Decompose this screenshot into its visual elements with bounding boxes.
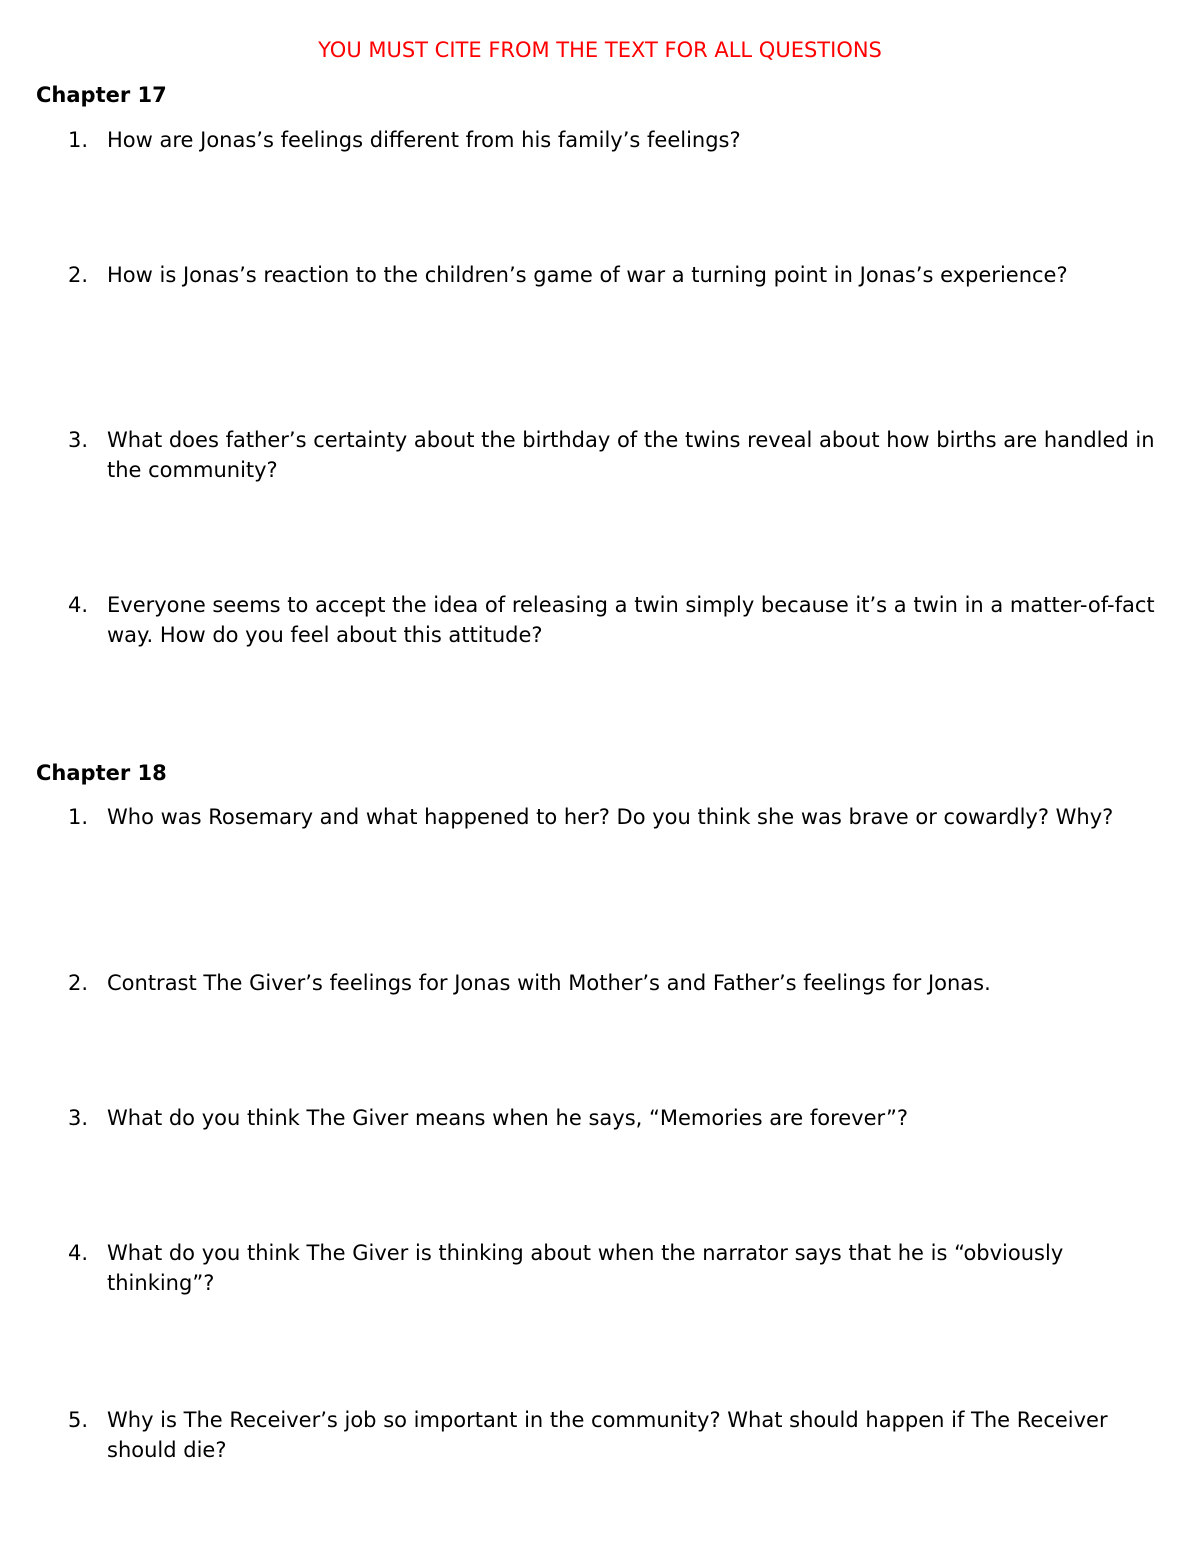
chapter-18-question-5 [0, 1405, 1170, 1465]
chapter-17-question-3 [0, 425, 1170, 485]
question-number: 1. [68, 128, 89, 152]
chapter-18-question-2 [0, 968, 1170, 998]
chapter-17-heading: Chapter 17 [36, 83, 167, 107]
question-number: 5. [68, 1408, 89, 1432]
chapter-18-question-3 [0, 1103, 1170, 1133]
chapter-18-heading: Chapter 18 [36, 761, 167, 785]
chapter-17-question-1 [0, 125, 1170, 155]
question-text: How are Jonas’s feelings different from his family’s feelings? [107, 128, 741, 152]
question-text: What do you think The Giver means when he says, “Memories are forever”? [107, 1106, 909, 1130]
chapter-17-question-4 [0, 590, 1170, 650]
question-number: 1. [68, 805, 89, 829]
question-number: 4. [68, 1241, 89, 1265]
question-text: Contrast The Giver’s feelings for Jonas with Mother’s and Father’s feelings for Jonas. [107, 971, 991, 995]
question-text: Why is The Receiver’s job so important in the community? What should happen if The Receiver should die? [107, 1408, 1108, 1462]
question-text: What does father’s certainty about the birthday of the twins reveal about how births are handled in the community? [107, 428, 1155, 482]
question-text: What do you think The Giver is thinking about when the narrator says that he is “obviously thinking”? [107, 1241, 1064, 1295]
question-number: 3. [68, 428, 89, 452]
chapter-18-question-1 [0, 802, 1170, 832]
question-number: 2. [68, 263, 89, 287]
question-text: How is Jonas’s reaction to the children’s game of war a turning point in Jonas’s experience? [107, 263, 1068, 287]
question-text: Everyone seems to accept the idea of releasing a twin simply because it’s a twin in a matter-of-fact way. How do you feel about this attitude? [107, 593, 1155, 647]
question-number: 4. [68, 593, 89, 617]
cite-instruction-banner: YOU MUST CITE FROM THE TEXT FOR ALL QUESTIONS [318, 38, 882, 62]
question-number: 3. [68, 1106, 89, 1130]
chapter-18-question-4 [0, 1238, 1170, 1298]
chapter-17-question-2 [0, 260, 1170, 290]
question-text: Who was Rosemary and what happened to her? Do you think she was brave or cowardly? Why? [107, 805, 1114, 829]
question-number: 2. [68, 971, 89, 995]
